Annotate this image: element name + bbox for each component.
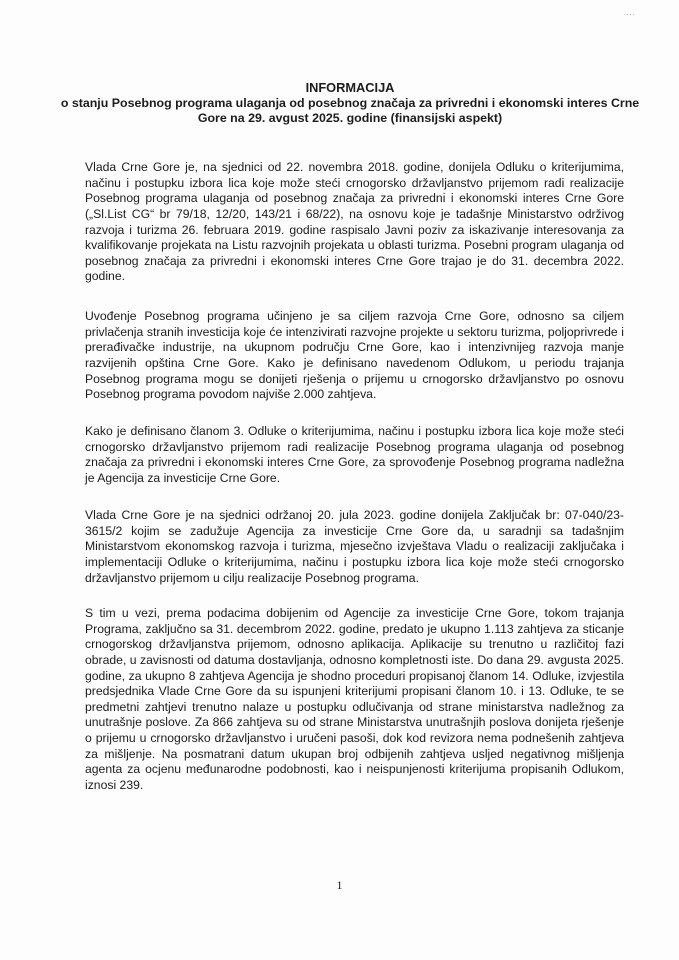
corner-mark: ...: [626, 8, 636, 17]
document-header: [60, 80, 640, 126]
paragraph-5: S tim u vezi, prema podacima dobijenim od Agencije za investicije Crne Gore, tokom trajanja Programa, zaključno sa 31. decembrom 2022. godine, predato je ukupno 1.113 zahtjeva za sticanje crnogorskog državljanstva prijemom, odnosno aplikacija. Aplikacije su trenutno u različitoj fazi obrade, u zavisnosti od datuma dostavljanja, odnosno kompletnosti iste. Do dana 29. avgusta 2025. godine, za ukupno 8 zahtjeva Agencija je shodno proceduri propisanoj članom 14. Odluke, izvjestila predsjednika Vlade Crne Gore da su ispunjeni kriterijumi propisani članom 10. i 13. Odluke, te se predmetni zahtjevi trenutno nalaze u postupku odlučivanja od strane ministarstva nadležnog za unutrašnje poslove. Za 866 zahtjeva su od strane Ministarstva unutrašnjih poslova donijeta rješenje o prijemu u crnogorsko državljanstvo i uručeni pasoši, dok kod revizora nema podnešenih zahtjeva za mišljenje. Na posmatrani datum ukupan broj odbijenih zahtjeva usljed negativnog mišljenja agenta za ocjenu međunarodne podobnosti, kao i neispunjenosti kriterijuma propisanih Odlukom, iznosi 239.: [85, 606, 624, 792]
paragraph-3: Kako je definisano članom 3. Odluke o kriterijumima, načinu i postupku izbora lica koje može steći crnogorsko državljanstvo prijemom radi realizacije Posebnog programa ulaganja od posebnog značaja za privredni i ekonomski interes Crne Gore, za sprovođenje Posebnog programa nadležna je Agencija za investicije Crne Gore.: [85, 424, 624, 485]
page-number: 1: [336, 878, 343, 892]
paragraph-2: Uvođenje Posebnog programa učinjeno je sa ciljem razvoja Crne Gore, odnosno sa ciljem privlačenja stranih investicija koje će intenzivirati razvojne projekte u sektoru turizma, poljoprivrede i prerađivačke industrije, na ukupnom području Crne Gore, kao i intenzivnijeg razvoja manje razvijenih opština Crne Gore. Kako je definisano navedenom Odlukom, u periodu trajanja Posebnog programa mogu se donijeti rješenja o prijemu u crnogorsko državljanstvo po osnovu Posebnog programa povodom najviše 2.000 zahtjeva.: [85, 309, 624, 402]
document-subtitle: o stanju Posebnog programa ulaganja od posebnog značaja za privredni i ekonomski interes Crne Gore na 29. avgust 2025. godine (finansijski aspekt): [60, 96, 640, 125]
document-title: INFORMACIJA: [305, 80, 395, 95]
paragraph-4: Vlada Crne Gore je na sjednici održanoj 20. jula 2023. godine donijela Zaključak br: 07-040/23-3615/2 kojim se zadužuje Agencija za investicije Crne Gore da, u saradnji sa tadašnjim Ministarstvom ekonomskog razvoja i turizma, mjesečno izvještava Vladu o realizaciji zaključaka i implementaciji Odluke o kriterijumima, načinu i postupku izbora lica koje može steći crnogorsko državljanstvo prijemom u cilju realizacije Posebnog programa.: [85, 508, 624, 585]
paragraph-1: Vlada Crne Gore je, na sjednici od 22. novembra 2018. godine, donijela Odluku o kriterijumima, načinu i postupku izbora lica koje može steći crnogorsko državljanstvo prijemom radi realizacije Posebnog programa ulaganja od posebnog značaja za privredni i ekonomski interes Crne Gore („Sl.List CG“ br 79/18, 12/20, 143/21 i 68/22), na osnovu koje je tadašnje Ministarstvo održivog razvoja i turizma 26. februara 2019. godine raspisalo Javni poziv za iskazivanje interesovanja za kvalifikovanje projekata na Listu razvojnih projekata u oblasti turizma. Posebni program ulaganja od posebnog značaja za privredni i ekonomski interes Crne Gore trajao je do 31. decembra 2022. godine.: [85, 160, 624, 284]
